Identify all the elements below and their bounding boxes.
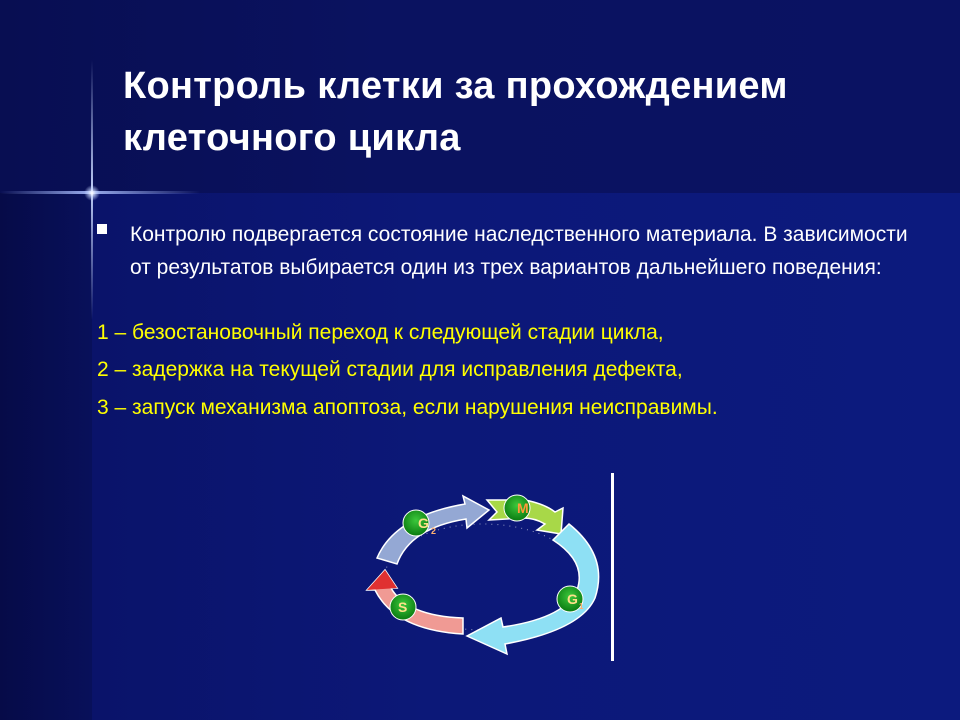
phase-s-label: S	[398, 599, 408, 615]
light-flare	[84, 185, 100, 201]
light-streak-horizontal	[0, 191, 200, 194]
vertical-divider	[611, 473, 614, 661]
left-band	[0, 193, 92, 720]
option-1: 1 – безостановочный переход к следующей стадии цикла,	[97, 321, 664, 344]
phase-g1-label: G	[567, 591, 578, 607]
option-2: 2 – задержка на текущей стадии для исправления дефекта,	[97, 358, 683, 381]
phase-g1-subscript: 1	[579, 602, 584, 611]
phase-g2-subscript: 2	[431, 526, 437, 536]
cell-cycle-diagram	[355, 490, 615, 660]
square-bullet-icon	[97, 224, 107, 234]
bullet-text: Контролю подвергается состояние наследственного материала. В зависимости от результатов выбирается один из трех вариантов дальнейшего поведения:	[130, 223, 908, 279]
option-3: 3 – запуск механизма апоптоза, если нарушения неисправимы.	[97, 396, 718, 419]
phase-m-label: M	[517, 500, 529, 516]
phase-g2-label: G	[418, 515, 429, 531]
slide-title: Контроль клетки за прохождением клеточного цикла	[123, 65, 788, 159]
